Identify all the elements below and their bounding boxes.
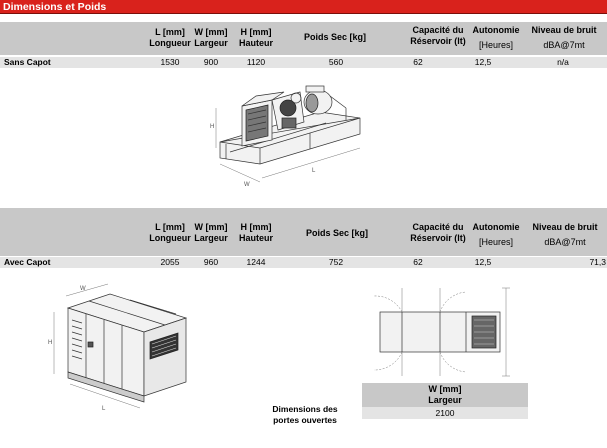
col-tank-header: Capacité du Réservoir (lt) [410, 25, 466, 46]
doors-table [362, 383, 528, 419]
value-autonomy: 12,5 [474, 57, 492, 67]
doors-width-value: 2100 [362, 407, 528, 419]
canopy-generator-drawing [40, 284, 210, 418]
dim-label-w: W [244, 182, 250, 188]
col-autonomy-header: Autonomie [Heures] [472, 222, 520, 247]
value-weight: 560 [328, 57, 344, 67]
table2-row [0, 257, 607, 268]
doors-dimensions-label: Dimensions des portes ouvertes [272, 404, 338, 425]
col-noise-header: Niveau de bruit dBA@7mt [532, 222, 598, 247]
value-autonomy: 12,5 [474, 257, 492, 267]
col-height-header: H [mm] Hauteur [238, 222, 273, 243]
dim-label-h: H [210, 124, 215, 130]
col-autonomy-header: Autonomie [Heures] [472, 25, 520, 50]
value-width: 900 [203, 57, 219, 67]
value-noise: 71,3 [589, 257, 606, 267]
open-frame-generator-drawing [200, 78, 380, 196]
col-length-header: L [mm] Longueur [149, 27, 191, 48]
dim-label-l: L [312, 168, 316, 174]
col-width-header: W [mm] Largeur [194, 222, 228, 243]
value-width: 960 [203, 257, 219, 267]
col-weight-header: Poids Sec [kg] [305, 228, 368, 238]
value-height: 1120 [246, 57, 266, 67]
col-weight-header: Poids Sec [kg] [303, 32, 366, 42]
value-tank: 62 [413, 57, 423, 67]
value-tank: 62 [413, 257, 423, 267]
row-label-avec-capot: Avec Capot [4, 257, 51, 267]
col-height-header: H [mm] Hauteur [238, 27, 273, 48]
value-noise: n/a [557, 57, 569, 67]
col-noise-header: Niveau de bruit dBA@7mt [531, 25, 597, 50]
col-width-header: W [mm] Largeur [194, 27, 228, 48]
value-weight: 752 [328, 257, 344, 267]
value-height: 1244 [246, 257, 266, 267]
dim-label-h: H [48, 340, 53, 346]
col-length-header: L [mm] Longueur [149, 222, 191, 243]
table2-header [0, 208, 607, 256]
section-title: Dimensions et Poids [0, 0, 607, 14]
value-length: 1530 [160, 57, 180, 67]
dim-label-w: W [80, 286, 86, 292]
doors-table-header: W [mm] Largeur [362, 383, 528, 407]
value-length: 2055 [160, 257, 180, 267]
dim-label-l: L [102, 406, 106, 412]
row-label-sans-capot: Sans Capot [4, 57, 51, 67]
table1-header [0, 22, 607, 55]
table1-row [0, 57, 607, 68]
col-tank-header: Capacité du Réservoir (lt) [410, 222, 466, 243]
open-doors-top-view [362, 284, 512, 380]
